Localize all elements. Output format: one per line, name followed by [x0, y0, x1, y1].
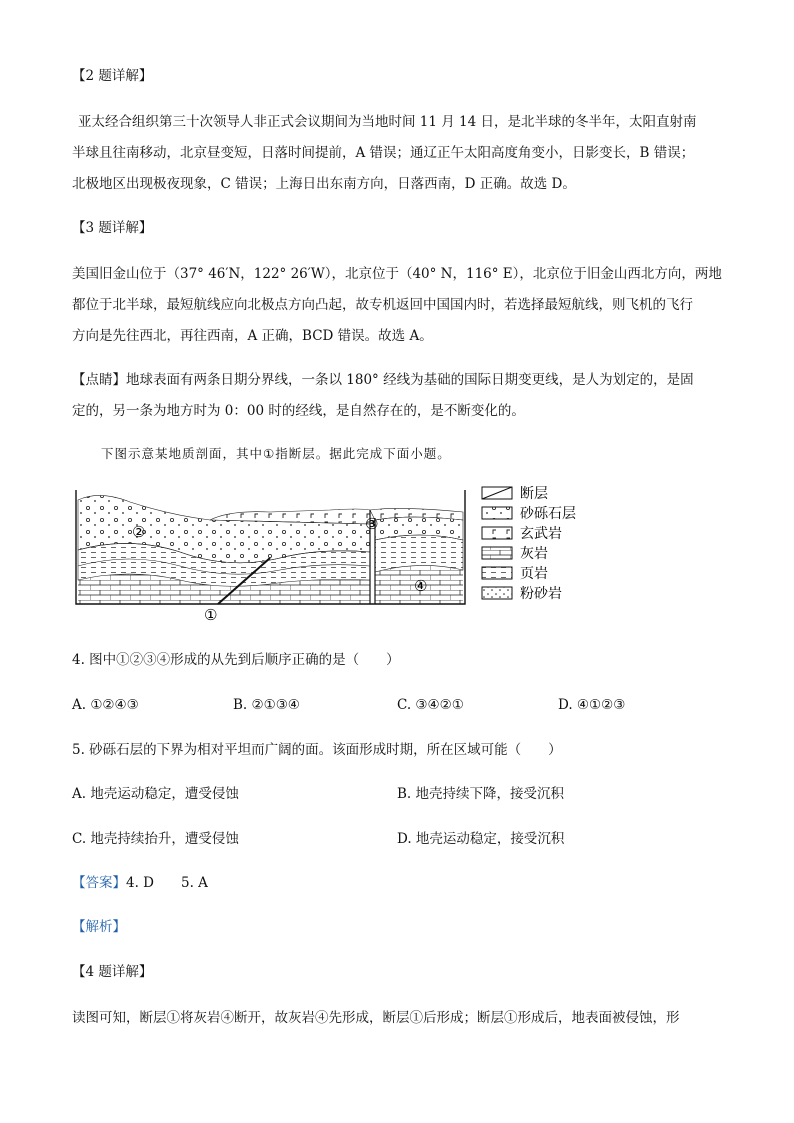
section-4-line-1: 读图可知，断层①将灰岩④断开，故灰岩④先形成，断层①后形成；断层①形成后，地表面被侵蚀，形: [72, 1010, 680, 1026]
legend-siltstone: 粉砂岩: [520, 586, 562, 602]
q4-option-b[interactable]: B. ②①③④: [233, 697, 300, 713]
legend-limestone: 灰岩: [520, 546, 548, 562]
q5-option-a[interactable]: A. 地壳运动稳定，遭受侵蚀: [72, 786, 239, 802]
answer-text: 4. D 5. A: [126, 875, 208, 891]
section-2-line-2: 半球且往南移动，北京昼变短，日落时间提前，A 错误；通辽正午太阳高度角变小，日影变长，B 错误；: [72, 145, 695, 161]
section-3-line-1: 美国旧金山位于（37° 46′N，122° 26′W），北京位于（40° N，116° E），北京位于旧金山西北方向，两地: [72, 266, 722, 282]
tip-line-2: 定的，另一条为地方时为 0：00 时的经线，是自然存在的，是不断变化的。: [72, 403, 525, 419]
analysis-tag: 【解析】: [72, 919, 126, 935]
section-2-line-3: 北极地区出现极夜现象，C 错误；上海日出东南方向，日落西南，D 正确。故选 D。: [72, 176, 576, 192]
q5-option-d[interactable]: D. 地壳运动稳定，接受沉积: [397, 831, 565, 847]
q5-option-c[interactable]: C. 地壳持续抬升，遭受侵蚀: [72, 831, 239, 847]
section-4-heading: 【4 题详解】: [72, 964, 153, 980]
tip-text-1: 地球表面有两条日期分界线，一条以 180° 经线为基础的国际日期变更线，是人为划定的，是固: [126, 372, 694, 388]
q4-option-a[interactable]: A. ①②④③: [72, 697, 139, 713]
figure-legend: [482, 486, 576, 602]
legend-fault: 断层: [520, 486, 548, 502]
legend-shale: 页岩: [520, 566, 548, 582]
q5-option-b[interactable]: B. 地壳持续下降，接受沉积: [397, 786, 565, 802]
geologic-cross-section-figure: [70, 480, 610, 625]
tip-tag: 【点睛】: [72, 372, 126, 388]
figure-intro: 下图示意某地质剖面，其中①指断层。据此完成下面小题。: [101, 446, 451, 461]
section-2-heading: 【2 题详解】: [72, 68, 153, 84]
legend-gravel: 砂砾石层: [520, 506, 576, 522]
answer-tag: 【答案】: [72, 875, 126, 891]
figure-label-3: ③: [365, 515, 379, 533]
section-3-line-2: 都位于北半球，最短航线应向北极点方向凸起，故专机返回中国国内时，若选择最短航线，则飞机的飞行: [72, 297, 693, 313]
figure-label-4: ④: [414, 577, 428, 595]
section-3-heading: 【3 题详解】: [72, 220, 153, 236]
question-4: 4. 图中①②③④形成的从先到后顺序正确的是（ ）: [72, 652, 400, 668]
legend-basalt: 玄武岩: [520, 526, 562, 542]
q4-option-c[interactable]: C. ③④②①: [397, 697, 464, 713]
question-5: 5. 砂砾石层的下界为相对平坦而广阔的面。该面形成时期，所在区域可能（ ）: [72, 742, 562, 758]
tip-line-1: [72, 370, 694, 390]
section-2-line-1: 亚太经合组织第三十次领导人非正式会议期间为当地时间 11 月 14 日，是北半球的冬半年，太阳直射南: [78, 114, 697, 130]
figure-label-1: ①: [204, 606, 218, 624]
section-3-line-3: 方向是先往西北，再往西南，A 正确，BCD 错误。故选 A。: [72, 328, 433, 344]
answer-line: [72, 873, 208, 893]
figure-label-2: ②: [132, 523, 146, 541]
q4-option-d[interactable]: D. ④①②③: [558, 697, 626, 713]
